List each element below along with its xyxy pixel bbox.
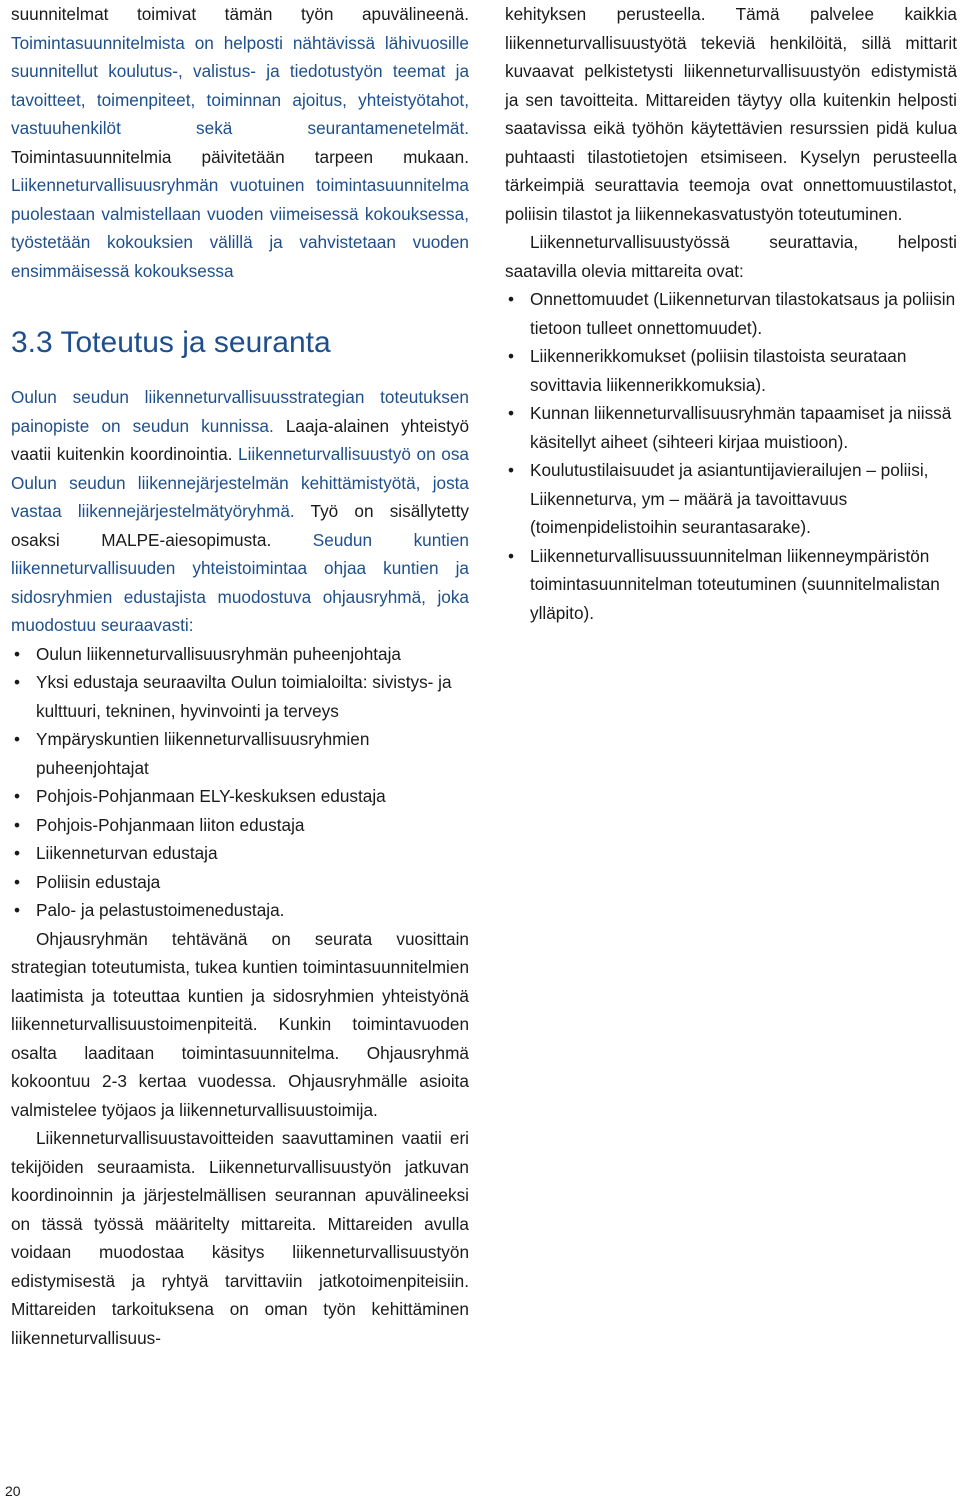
- bullet-icon: •: [14, 871, 21, 892]
- monitoring-paragraph: Liikenneturvallisuustavoitteiden saavuttaminen vaatii eri tekijöiden seuraamista. Liikenneturvallisuustyön jatkuvan koordinoinnin ja järjestelmällisen seurannan apuvälineeksi on tässä työssä määritelty mittareita. Mittareiden avulla voidaan muodostaa käsitys liikenneturvallisuustyön edistymisestä ja ryhtyä tarvittaviin jatkotoimenpiteisiin. Mittareiden tarkoituksena on oman työn kehittäminen liikenneturvallisuus-: [11, 1128, 469, 1348]
- list-item-text: Pohjois-Pohjanmaan liiton edustaja: [36, 814, 305, 835]
- list-item: [11, 782, 469, 811]
- intro-text-3: Toimintasuunnitelmia päivitetään tarpeen mukaan.: [11, 146, 469, 167]
- org-text-1: Oulun seudun liikenneturvallisuusstrategian toteutuksen painopiste on seudun kunnissa.: [11, 387, 469, 436]
- left-column: [11, 0, 469, 1352]
- bullet-icon: •: [508, 289, 515, 309]
- steering-group-list: [11, 640, 469, 925]
- list-item-text: Ympäryskuntien liikenneturvallisuusryhmien puheenjohtajat: [36, 729, 370, 778]
- list-item-text: Pohjois-Pohjanmaan ELY-keskuksen edustaja: [36, 786, 386, 806]
- list-item: [505, 456, 957, 542]
- bullet-icon: •: [14, 814, 21, 835]
- bullet-icon: •: [14, 843, 21, 863]
- page-number: 20: [5, 1483, 21, 1499]
- list-item-text: Oulun liikenneturvallisuusryhmän puheenjohtaja: [36, 643, 401, 664]
- list-item: [505, 285, 957, 342]
- list-item: [11, 896, 469, 925]
- list-item-text: Liikenneturvan edustaja: [36, 843, 218, 863]
- list-item: [505, 342, 957, 399]
- bullet-icon: •: [14, 900, 21, 920]
- list-item: [11, 811, 469, 840]
- right-column: [505, 0, 957, 627]
- metrics-intro-paragraph: kehityksen perusteella. Tämä palvelee kaikkia liikenneturvallisuustyötä tekeviä henkilöitä, sillä mittarit kuvaavat pelkistetysti liikenneturvallisuustyön edistymistä ja sen tavoitteita. Mittareiden täytyy olla kuitenkin helposti saatavissa eikä työhön käytettävien resurssien pidä kulua puhtaasti tilastotietojen etsimiseen. Kyselyn perusteella tärkeimpiä seurattavia teemoja ovat onnettomuustilastot, poliisin tilastot ja liikennekasvatustyön toteutuminen.: [505, 4, 957, 224]
- list-item: [11, 839, 469, 868]
- intro-text-4: Liikenneturvallisuusryhmän vuotuinen toimintasuunnitelma puolestaan valmistellaan vuoden viimeisessä kokouksessa, työstetään kokouksien välillä ja vahvistetaan vuoden ensimmäisessä kokouksessa: [11, 175, 469, 281]
- list-item-text: Liikenneturvallisuussuunnitelman liikenneympäristön toimintasuunnitelman toteutuminen (suunnitelmalistan ylläpito).: [530, 545, 940, 623]
- list-item: [11, 725, 469, 782]
- list-item: [11, 868, 469, 897]
- organization-paragraph: [11, 383, 469, 640]
- bullet-icon: •: [14, 672, 21, 692]
- bullet-icon: •: [508, 346, 515, 366]
- list-item-text: Koulutustilaisuudet ja asiantuntijavierailujen – poliisi, Liikenneturva, ym – määrä ja tavoittavuus (toimenpidelistoihin seurantasarake).: [530, 460, 929, 537]
- list-item-text: Poliisin edustaja: [36, 871, 161, 892]
- metrics-list: [505, 285, 957, 627]
- list-item: [505, 399, 957, 456]
- list-item-text: Onnettomuudet (Liikenneturvan tilastokatsaus ja poliisin tietoon tulleet onnettomuudet).: [530, 289, 956, 338]
- bullet-icon: •: [508, 545, 515, 566]
- list-item: [11, 668, 469, 725]
- org-text-5: Seudun kuntien liikenneturvallisuuden yhteistoimintaa ohjaa kuntien ja sidosryhmien edustajista muodostuva ohjausryhmä, joka muodostuu seuraavasti:: [11, 529, 469, 635]
- bullet-icon: •: [14, 786, 21, 806]
- list-item-text: Yksi edustaja seuraavilta Oulun toimialoilta: sivistys- ja kulttuuri, tekninen, hyvinvointi ja terveys: [36, 672, 452, 721]
- steering-tasks-paragraph: Ohjausryhmän tehtävänä on seurata vuosittain strategian toteutumista, tukea kuntien toimintasuunnitelmien laatimista ja toteuttaa kuntien ja sidosryhmien yhteistyönä liikenneturvallisuustoimenpiteitä. Kunkin toimintavuoden osalta laaditaan toimintasuunnitelma. Ohjausryhmä kokoontuu 2-3 kertaa vuodessa. Ohjausryhmälle asioita valmistelee työjaos ja liikenneturvallisuustoimija.: [11, 928, 469, 1120]
- intro-text-2: Toimintasuunnitelmista on helposti nähtävissä lähivuosille suunnitellut koulutus-, valistus- ja tiedotustyön teemat ja tavoitteet, toimenpiteet, toiminnan ajoitus, yhteistyötahot, vastuuhenkilöt sekä seurantamenetelmät.: [11, 32, 469, 138]
- list-item-text: Palo- ja pelastustoimenedustaja.: [36, 900, 285, 920]
- intro-paragraph: [11, 0, 469, 285]
- bullet-icon: •: [14, 643, 21, 664]
- bullet-icon: •: [508, 460, 515, 480]
- metrics-lead-paragraph: Liikenneturvallisuustyössä seurattavia, helposti saatavilla olevia mittareita ovat:: [505, 232, 957, 281]
- org-text-3: Liikenneturvallisuustyö on osa Oulun seudun liikennejärjestelmän kehittämistyötä, josta vastaa liikennejärjestelmätyöryhmä.: [11, 444, 469, 521]
- bullet-icon: •: [508, 403, 515, 423]
- org-text-4: Työ on sisällytetty osaksi MALPE-aiesopimusta.: [11, 501, 469, 550]
- list-item: [11, 640, 469, 669]
- section-heading: 3.3 Toteutus ja seuranta: [11, 326, 331, 359]
- intro-text-1: suunnitelmat toimivat tämän työn apuvälineenä.: [11, 4, 469, 24]
- org-text-2: Laaja-alainen yhteistyö vaatii kuitenkin koordinointia.: [11, 415, 470, 464]
- bullet-icon: •: [14, 729, 21, 749]
- list-item-text: Liikennerikkomukset (poliisin tilastoista seurataan sovittavia liikennerikkomuksia).: [530, 346, 907, 395]
- list-item: [505, 542, 957, 628]
- list-item-text: Kunnan liikenneturvallisuusryhmän tapaamiset ja niissä käsitellyt aiheet (sihteeri kirjaa muistioon).: [530, 403, 952, 452]
